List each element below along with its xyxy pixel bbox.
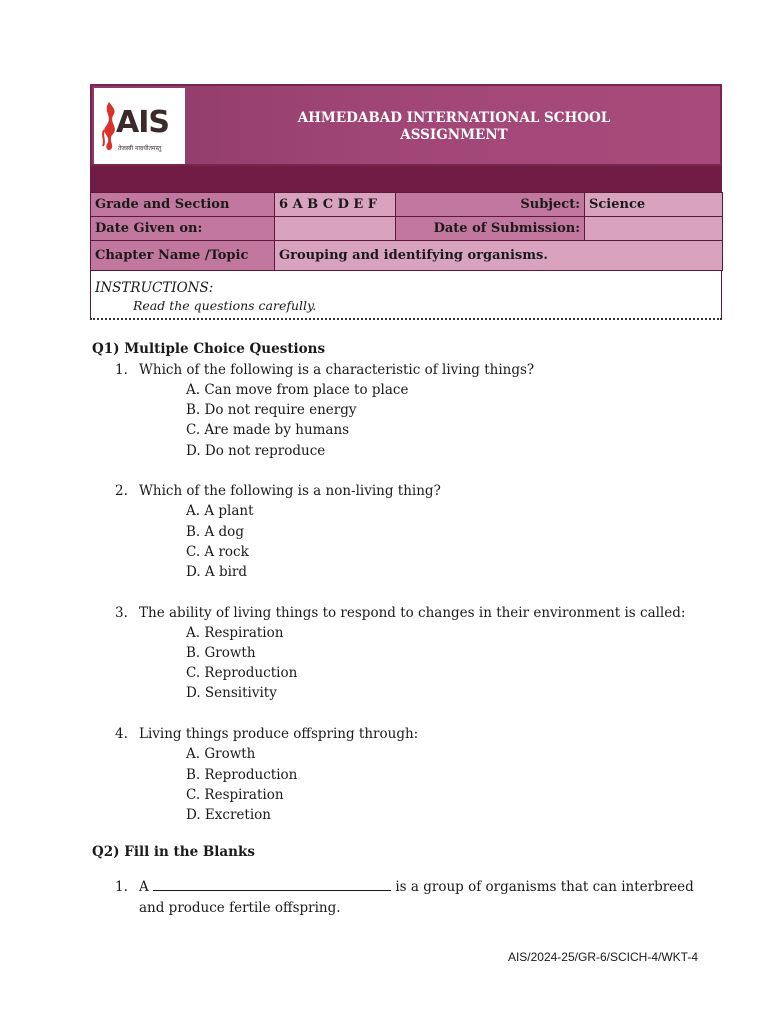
option: B. Reproduction	[186, 767, 298, 783]
question-2: 2. Which of the following is a non-living thing?	[115, 483, 441, 499]
chapter-value: Grouping and identifying organisms.	[275, 241, 723, 271]
option: C. Reproduction	[186, 665, 298, 681]
school-name: AHMEDABAD INTERNATIONAL SCHOOL	[297, 110, 611, 126]
option: D. A bird	[186, 564, 248, 580]
question-4: 4. Living things produce offspring through:	[115, 726, 419, 742]
date-given-field[interactable]	[275, 217, 396, 241]
q1-heading: Q1) Multiple Choice Questions	[92, 341, 326, 357]
fill-blank-continuation: and produce fertile offspring.	[139, 900, 341, 916]
header-band	[90, 166, 722, 192]
option: A. A plant	[186, 503, 254, 519]
document-type: ASSIGNMENT	[400, 127, 508, 143]
date-submission-label: Date of Submission:	[396, 217, 585, 241]
logo-tagline: तेजस्वी नावधीतमस्तु	[118, 145, 162, 152]
instructions-heading: INSTRUCTIONS:	[95, 280, 214, 296]
option: C. Respiration	[186, 787, 284, 803]
school-logo	[94, 88, 185, 164]
assignment-info-table	[90, 192, 723, 271]
school-title	[188, 110, 720, 144]
option: D. Sensitivity	[186, 685, 277, 701]
instructions-box	[90, 270, 722, 320]
answer-blank[interactable]	[153, 879, 391, 891]
subject-label: Subject:	[396, 193, 585, 217]
question-1: 1. Which of the following is a characteristic of living things?	[115, 362, 535, 378]
table-row	[91, 193, 723, 217]
option: C. A rock	[186, 544, 249, 560]
option: B. A dog	[186, 524, 244, 540]
date-given-label: Date Given on:	[91, 217, 275, 241]
instructions-text: Read the questions carefully.	[133, 298, 317, 313]
table-row	[91, 241, 723, 271]
option: B. Growth	[186, 645, 256, 661]
option: A. Growth	[186, 746, 256, 762]
option: D. Excretion	[186, 807, 271, 823]
option: D. Do not reproduce	[186, 443, 326, 459]
subject-value: Science	[585, 193, 723, 217]
document-code: AIS/2024-25/GR-6/SCICH-4/WKT-4	[507, 950, 698, 964]
logo-wordmark: AIS	[116, 105, 169, 140]
grade-label: Grade and Section	[91, 193, 275, 217]
option: A. Can move from place to place	[186, 382, 409, 398]
fill-blank-question: 1. A is a group of organisms that can interbreed	[115, 879, 694, 895]
chapter-label: Chapter Name /Topic	[91, 241, 275, 271]
grade-value: 6 A B C D E F	[275, 193, 396, 217]
q2-heading: Q2) Fill in the Blanks	[92, 844, 255, 860]
option: B. Do not require energy	[186, 402, 357, 418]
option: A. Respiration	[186, 625, 284, 641]
date-submission-field[interactable]	[585, 217, 723, 241]
question-3: 3. The ability of living things to respond to changes in their environment is called:	[115, 605, 686, 621]
option: C. Are made by humans	[186, 422, 350, 438]
table-row	[91, 217, 723, 241]
header-banner	[90, 84, 722, 166]
